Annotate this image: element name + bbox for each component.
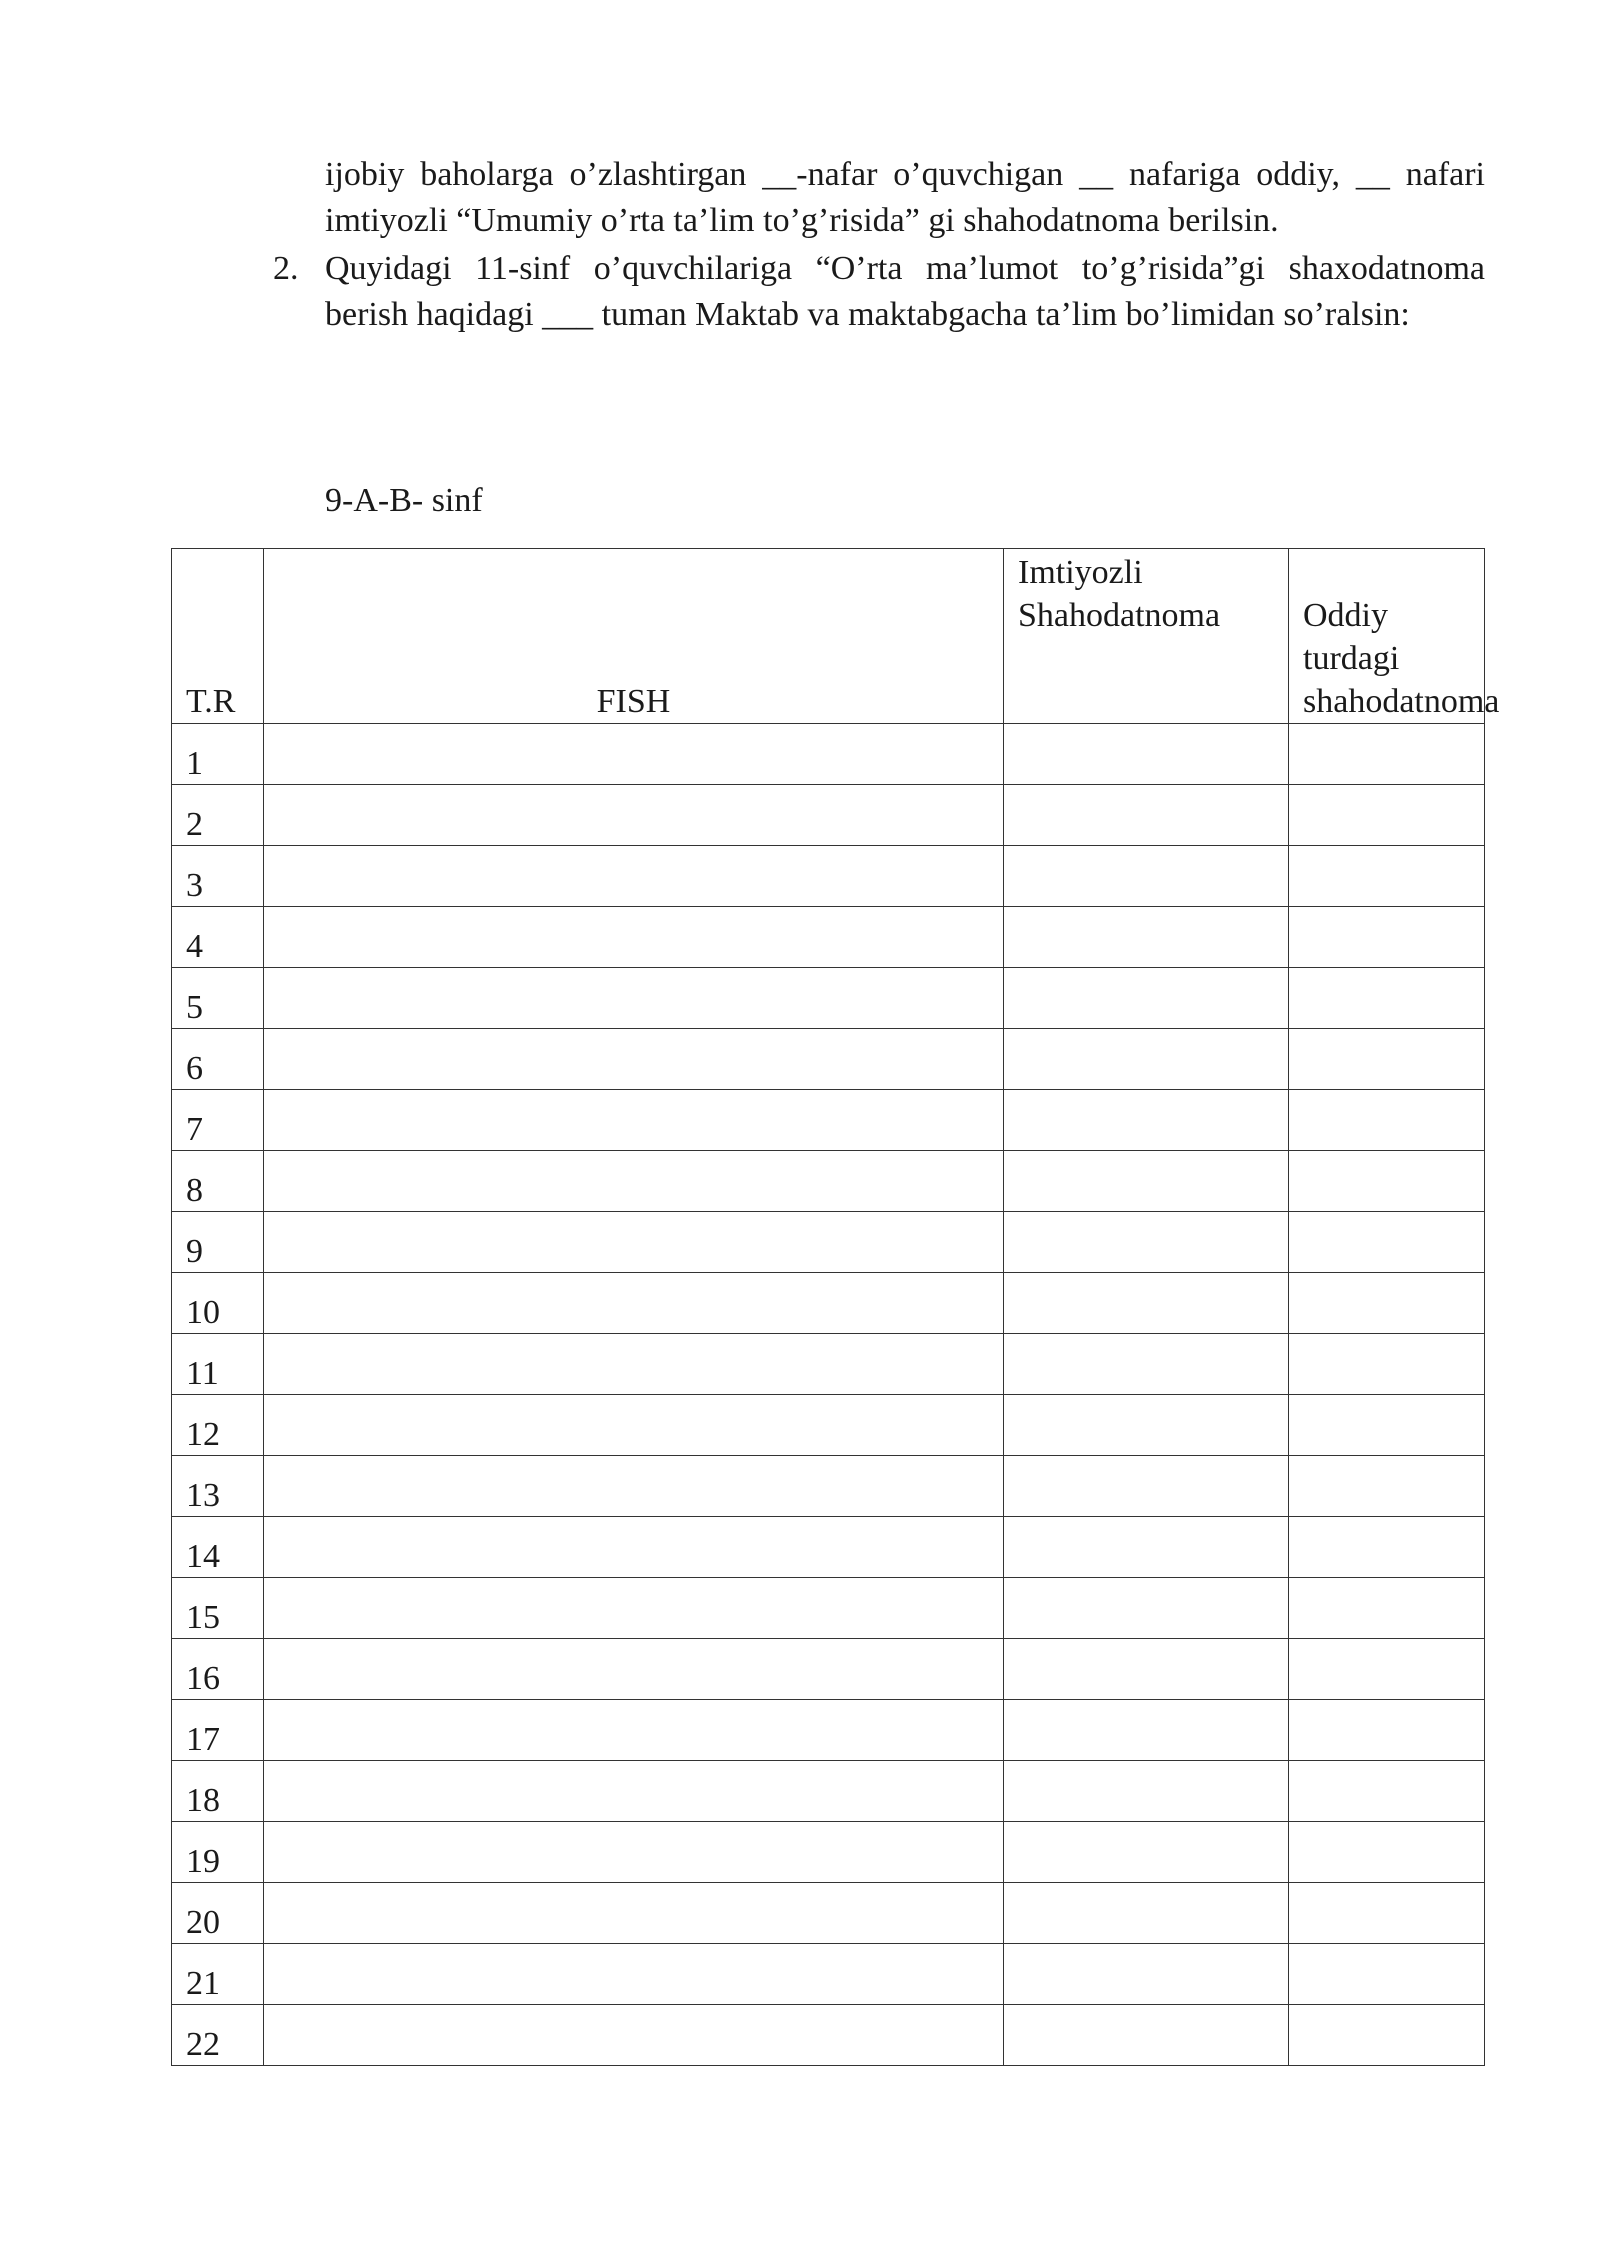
imtiyozli-cell[interactable] <box>1004 846 1289 907</box>
fish-cell[interactable] <box>264 1578 1004 1639</box>
fish-cell[interactable] <box>264 1700 1004 1761</box>
fish-cell[interactable] <box>264 1151 1004 1212</box>
fish-cell[interactable] <box>264 2005 1004 2066</box>
row-number: 4 <box>172 907 264 968</box>
table-row <box>172 785 1485 846</box>
fish-cell[interactable] <box>264 1517 1004 1578</box>
fish-cell[interactable] <box>264 1456 1004 1517</box>
list-item-number: 2. <box>273 250 299 287</box>
table-row <box>172 1578 1485 1639</box>
fish-cell[interactable] <box>264 907 1004 968</box>
table-row <box>172 1090 1485 1151</box>
row-number: 12 <box>172 1395 264 1456</box>
list-item-text: Quyidagi 11-sinf o’quvchilariga “O’rta ma’lumot to’g’risida”gi shaxodatnoma berish haqidagi ___ tuman Maktab va maktabgacha ta’lim bo’limidan so’ralsin: <box>325 250 1485 333</box>
oddiy-cell[interactable] <box>1289 1151 1485 1212</box>
oddiy-cell[interactable] <box>1289 724 1485 785</box>
class-title: 9-A-B- sinf <box>325 482 483 519</box>
imtiyozli-cell[interactable] <box>1004 1334 1289 1395</box>
table-row <box>172 1822 1485 1883</box>
table-row <box>172 2005 1485 2066</box>
fish-cell[interactable] <box>264 1883 1004 1944</box>
table-header-row <box>172 549 1485 724</box>
row-number: 22 <box>172 2005 264 2066</box>
oddiy-cell[interactable] <box>1289 968 1485 1029</box>
paragraph-1: ijobiy baholarga o’zlashtirgan __-nafar o’quvchigan __ nafariga oddiy, __ nafari imtiyozli “Umumiy o’rta ta’lim to’g’risida” gi shahodatnoma berilsin. <box>325 156 1485 239</box>
oddiy-cell[interactable] <box>1289 1395 1485 1456</box>
fish-cell[interactable] <box>264 1822 1004 1883</box>
oddiy-cell[interactable] <box>1289 1700 1485 1761</box>
oddiy-cell[interactable] <box>1289 1944 1485 2005</box>
row-number: 20 <box>172 1883 264 1944</box>
fish-cell[interactable] <box>264 1273 1004 1334</box>
table-row <box>172 1151 1485 1212</box>
imtiyozli-cell[interactable] <box>1004 1151 1289 1212</box>
table-row <box>172 1883 1485 1944</box>
row-number: 16 <box>172 1639 264 1700</box>
imtiyozli-cell[interactable] <box>1004 724 1289 785</box>
oddiy-cell[interactable] <box>1289 1212 1485 1273</box>
oddiy-cell[interactable] <box>1289 1273 1485 1334</box>
table-row <box>172 1273 1485 1334</box>
oddiy-cell[interactable] <box>1289 1517 1485 1578</box>
oddiy-cell[interactable] <box>1289 907 1485 968</box>
row-number: 2 <box>172 785 264 846</box>
header-imtiyozli: Imtiyozli Shahodatnoma <box>1004 549 1289 724</box>
imtiyozli-cell[interactable] <box>1004 907 1289 968</box>
row-number: 9 <box>172 1212 264 1273</box>
oddiy-cell[interactable] <box>1289 1578 1485 1639</box>
table-row <box>172 1700 1485 1761</box>
table-row <box>172 1456 1485 1517</box>
fish-cell[interactable] <box>264 1090 1004 1151</box>
row-number: 3 <box>172 846 264 907</box>
imtiyozli-cell[interactable] <box>1004 1822 1289 1883</box>
imtiyozli-cell[interactable] <box>1004 2005 1289 2066</box>
oddiy-cell[interactable] <box>1289 1090 1485 1151</box>
fish-cell[interactable] <box>264 1029 1004 1090</box>
imtiyozli-cell[interactable] <box>1004 1090 1289 1151</box>
oddiy-cell[interactable] <box>1289 785 1485 846</box>
oddiy-cell[interactable] <box>1289 1639 1485 1700</box>
row-number: 10 <box>172 1273 264 1334</box>
fish-cell[interactable] <box>264 1334 1004 1395</box>
header-tr: T.R <box>172 549 264 724</box>
row-number: 19 <box>172 1822 264 1883</box>
row-number: 5 <box>172 968 264 1029</box>
row-number: 21 <box>172 1944 264 2005</box>
table-row <box>172 846 1485 907</box>
oddiy-cell[interactable] <box>1289 846 1485 907</box>
imtiyozli-cell[interactable] <box>1004 1944 1289 2005</box>
table-row <box>172 1395 1485 1456</box>
fish-cell[interactable] <box>264 1639 1004 1700</box>
fish-cell[interactable] <box>264 1944 1004 2005</box>
oddiy-cell[interactable] <box>1289 1822 1485 1883</box>
fish-cell[interactable] <box>264 968 1004 1029</box>
fish-cell[interactable] <box>264 846 1004 907</box>
oddiy-cell[interactable] <box>1289 1334 1485 1395</box>
table-row <box>172 1334 1485 1395</box>
header-oddiy: Oddiy turdagi shahodatnoma <box>1289 549 1485 724</box>
row-number: 13 <box>172 1456 264 1517</box>
oddiy-cell[interactable] <box>1289 2005 1485 2066</box>
table-row <box>172 1029 1485 1090</box>
table-row <box>172 1944 1485 2005</box>
table-row <box>172 907 1485 968</box>
table-row <box>172 1212 1485 1273</box>
row-number: 14 <box>172 1517 264 1578</box>
row-number: 18 <box>172 1761 264 1822</box>
student-roster-table <box>171 548 1500 2066</box>
table-row <box>172 1761 1485 1822</box>
row-number: 8 <box>172 1151 264 1212</box>
row-number: 6 <box>172 1029 264 1090</box>
imtiyozli-cell[interactable] <box>1004 1456 1289 1517</box>
row-number: 7 <box>172 1090 264 1151</box>
imtiyozli-cell[interactable] <box>1004 785 1289 846</box>
oddiy-cell[interactable] <box>1289 1029 1485 1090</box>
fish-cell[interactable] <box>264 1395 1004 1456</box>
table-row <box>172 724 1485 785</box>
imtiyozli-cell[interactable] <box>1004 1883 1289 1944</box>
table-row <box>172 1639 1485 1700</box>
header-fish: FISH <box>264 549 1004 724</box>
fish-cell[interactable] <box>264 1212 1004 1273</box>
fish-cell[interactable] <box>264 1761 1004 1822</box>
imtiyozli-cell[interactable] <box>1004 1395 1289 1456</box>
oddiy-cell[interactable] <box>1289 1883 1485 1944</box>
row-number: 15 <box>172 1578 264 1639</box>
imtiyozli-cell[interactable] <box>1004 1212 1289 1273</box>
fish-cell[interactable] <box>264 785 1004 846</box>
table-row <box>172 1517 1485 1578</box>
row-number: 11 <box>172 1334 264 1395</box>
row-number: 17 <box>172 1700 264 1761</box>
imtiyozli-cell[interactable] <box>1004 1517 1289 1578</box>
imtiyozli-cell[interactable] <box>1004 1761 1289 1822</box>
imtiyozli-cell[interactable] <box>1004 1700 1289 1761</box>
row-number: 1 <box>172 724 264 785</box>
imtiyozli-cell[interactable] <box>1004 1029 1289 1090</box>
table-row <box>172 968 1485 1029</box>
imtiyozli-cell[interactable] <box>1004 968 1289 1029</box>
imtiyozli-cell[interactable] <box>1004 1578 1289 1639</box>
imtiyozli-cell[interactable] <box>1004 1639 1289 1700</box>
oddiy-cell[interactable] <box>1289 1761 1485 1822</box>
imtiyozli-cell[interactable] <box>1004 1273 1289 1334</box>
oddiy-cell[interactable] <box>1289 1456 1485 1517</box>
fish-cell[interactable] <box>264 724 1004 785</box>
